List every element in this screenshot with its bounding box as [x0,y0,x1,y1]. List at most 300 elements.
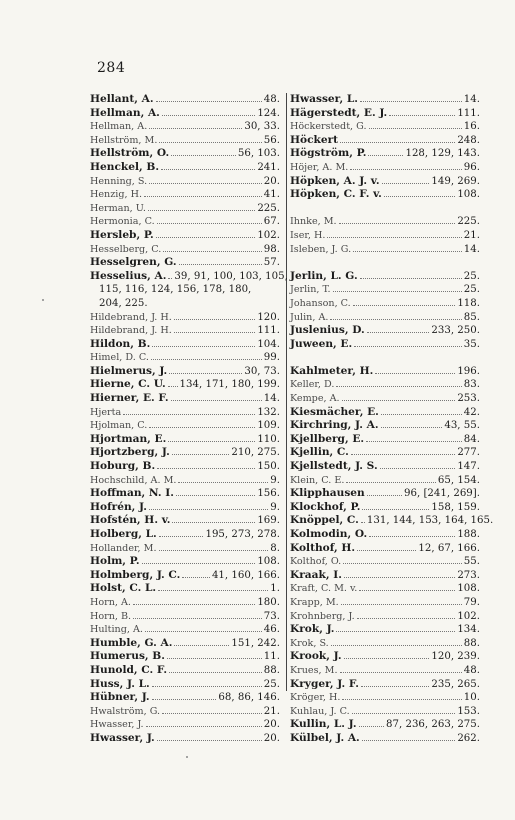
dot-leader [382,182,430,184]
entry-name: Hellström, M. [90,134,158,146]
entry-pages: 56. [263,134,280,146]
entry-pages: 104. [257,338,280,350]
entry-pages: 115, 116, 124, 156, 178, 180, [99,284,252,296]
entry-name: Krohnberg, J. [290,610,355,622]
index-entry [290,338,480,352]
entry-pages: 96, [241, 269]. [404,488,480,500]
index-entry [290,705,480,719]
entry-name: Henning, S. [90,175,148,187]
entry-name: Kahlmeter, H. [290,364,374,377]
dot-leader [149,182,262,184]
entry-pages: 55. [463,556,480,568]
entry-name: Ihnke, M. [290,216,337,228]
dot-leader [343,562,462,564]
entry-name: Höpken, C. F. v. [290,188,382,201]
index-spacer [290,351,480,365]
dot-leader [341,603,462,605]
dot-leader [333,290,462,292]
dot-leader [159,535,204,537]
dot-leader [152,685,262,687]
index-entry [290,718,480,732]
index-spacer [290,256,480,270]
index-entry [90,351,280,365]
entry-name: Hellant, A. [90,93,154,105]
index-entry [90,474,280,488]
entry-name: Juween, E. [290,337,353,350]
dot-leader [336,630,455,632]
entry-name: Hwalström, G. [90,705,161,717]
entry-pages: 16. [463,121,480,133]
entry-pages: 262. [457,732,480,744]
entry-name: Kempe, A. [290,393,340,405]
dot-leader [142,562,256,564]
dot-leader [384,195,455,197]
index-entry [290,433,480,447]
dot-leader [367,331,430,333]
entry-pages: 14. [463,243,480,255]
entry-name: Hildon, B. [90,337,151,350]
index-entry [90,596,280,610]
entry-name: Klein, C. E. [290,474,345,486]
dot-leader [380,467,456,469]
entry-pages: 128, 129, 143. [405,148,480,160]
dot-leader [157,739,262,741]
dot-leader [342,399,456,401]
entry-pages: 96. [463,161,480,173]
entry-name: Klockhof, P. [290,500,361,513]
entry-pages: 124. [257,107,280,119]
entry-pages: 156. [257,488,280,500]
dot-leader [362,508,429,510]
entry-pages: 153. [457,705,480,717]
index-entry [290,501,480,515]
dot-leader [149,508,268,510]
entry-pages: 248. [457,134,480,146]
dot-leader [156,236,256,238]
index-entry [90,269,288,284]
index-entry [290,650,480,664]
dot-leader [344,576,455,578]
index-entry [90,732,280,746]
entry-name: Hierner, E. F. [90,392,169,405]
entry-pages: 98. [263,243,280,255]
entry-name: Kjellstedt, J. S. [290,460,378,473]
entry-pages: 225. [257,202,280,214]
entry-name: Isleben, J. G. [290,243,352,255]
entry-pages: 87, 236, 263, 275. [386,719,480,731]
entry-pages: 65, 154. [437,474,480,486]
dot-leader [350,168,461,170]
dot-leader [172,521,255,523]
dot-leader [168,277,172,279]
dot-leader [360,277,462,279]
dot-leader [331,644,462,646]
dot-leader [176,494,255,496]
entry-name: Humble, G. A. [90,636,173,649]
entry-pages: 20. [263,719,280,731]
entry-pages: 241. [257,161,280,173]
entry-name: Hollander, M. [90,542,157,554]
entry-name: Hofstén, H. v. [90,514,171,527]
index-entry [90,637,280,651]
entry-name: Kuhlau, J. C. [290,705,350,717]
index-entry [290,93,480,107]
dot-leader [359,589,455,591]
entry-name: Hildebrand, J. H. [90,311,172,323]
entry-pages: 85. [463,311,480,323]
index-entry [90,297,280,311]
dot-leader [361,521,365,523]
index-entry [290,446,480,460]
index-entry [290,460,480,474]
index-entry [90,202,280,216]
entry-pages: 20. [263,732,280,744]
entry-pages: 108. [457,583,480,595]
index-entry [290,324,480,338]
index-entry [90,514,280,528]
entry-name: Kullin, L. J. [290,718,357,731]
dot-leader [144,195,262,197]
dot-leader [151,358,262,360]
entry-pages: 46. [263,624,280,636]
entry-pages: 233, 250. [431,325,480,337]
entry-name: Hwasser, J. [90,719,144,731]
entry-name: Krok, J. [290,623,335,636]
dot-leader [352,712,456,714]
dot-leader [158,589,268,591]
entry-pages: 102. [457,610,480,622]
entry-name: Horn, B. [90,610,132,622]
entry-name: Julin, A. [290,311,329,323]
entry-name: Hesselius, A. [90,269,167,282]
entry-pages: 20. [263,175,280,187]
entry-pages: 273. [457,569,480,581]
entry-name: Krues, M. [290,664,338,676]
entry-name: Horn, A. [90,596,131,608]
entry-pages: 118. [457,297,480,309]
entry-name: Hielmerus, J. [90,364,168,377]
entry-pages: 108. [257,556,280,568]
dot-leader [353,250,462,252]
entry-pages: 43, 55. [444,420,480,432]
index-entry [290,229,480,243]
index-entry [90,501,280,515]
index-entry [90,338,280,352]
index-column-left [90,93,288,746]
entry-pages: 56, 103. [237,148,280,160]
entry-pages: 8. [270,542,280,554]
index-entry [290,147,480,161]
entry-pages: 25. [463,270,480,282]
index-entry [90,311,280,325]
entry-name: Hermonia, C. [90,216,155,228]
entry-pages: 48. [263,94,280,105]
entry-pages: 88. [263,664,280,676]
index-entry [290,134,480,148]
index-entry [290,528,480,542]
entry-name: Knöppel, C. [290,514,359,527]
index-entry [290,215,480,229]
entry-pages: 109. [257,420,280,432]
index-entry [290,406,480,420]
entry-name: Hildebrand, J. H. [90,325,172,337]
entry-pages: 204, 225. [99,297,148,309]
entry-name: Hellman, A. [90,121,148,133]
dot-leader [344,657,430,659]
index-entry [290,732,480,746]
entry-name: Himel, D. C. [90,352,149,364]
index-entry [290,120,480,134]
index-entry [90,215,280,229]
entry-pages: 21. [263,705,280,717]
index-entry [90,419,280,433]
entry-name: Krapp, M. [290,596,339,608]
entry-pages: 21. [463,229,480,241]
entry-pages: 99. [263,352,280,364]
entry-pages: 48. [463,664,480,676]
entry-pages: 12, 67, 166. [418,542,480,554]
index-entry [90,460,280,474]
index-entry [290,569,480,583]
entry-name: Kiesmächer, E. [290,405,379,418]
index-entry [90,487,280,501]
entry-pages: 57. [263,257,280,269]
dot-leader [149,426,255,428]
entry-name: Hjolman, C. [90,420,148,432]
entry-pages: 39, 91, 100, 103, 105, [174,270,288,282]
dot-leader [354,345,462,347]
entry-pages: 9. [270,501,280,513]
dot-leader [168,385,178,387]
dot-leader [171,154,236,156]
entry-name: Hersleb, P. [90,228,154,241]
dot-leader [368,154,403,156]
entry-name: Kjellberg, E. [290,432,365,445]
dot-leader [133,603,255,605]
entry-pages: 169. [257,515,280,527]
entry-name: Kryger, J. F. [290,677,359,690]
entry-pages: 134, 171, 180, 199. [179,379,280,391]
entry-pages: 102. [257,229,280,241]
index-entry [90,433,280,447]
entry-name: Henzig, H. [90,189,143,201]
index-entry [90,446,280,460]
index-entry [290,637,480,651]
entry-name: Hunold, C. F. [90,663,168,676]
index-entry [90,256,280,270]
entry-name: Iser, H. [290,229,326,241]
entry-name: Herman, U. [90,202,146,214]
entry-name: Klipphausen [290,487,365,500]
entry-pages: 25. [263,678,280,690]
entry-name: Hoburg, B. [90,460,156,473]
index-entry [290,514,494,528]
entry-pages: 14. [263,393,280,405]
index-entry [90,542,280,556]
entry-pages: 73. [263,610,280,622]
dot-leader [152,698,217,700]
dot-leader [168,440,255,442]
entry-pages: 41, 160, 166. [211,569,280,581]
entry-name: Jerlin, T. [290,284,331,296]
entry-pages: 195, 273, 278. [205,529,280,540]
entry-name: Holmberg, J. C. [90,568,181,581]
index-entry [290,161,480,175]
entry-pages: 10. [463,692,480,704]
index-entry [90,582,280,596]
entry-name: Hesselgren, G. [90,256,177,269]
dot-leader [159,549,269,551]
entry-pages: 111. [257,325,280,337]
dot-leader [152,345,255,347]
index-entry [290,582,480,596]
entry-pages: 131, 144, 153, 164, 165. [366,515,494,527]
entry-name: Höpken, A. J. v. [290,174,380,187]
entry-pages: 25. [463,284,480,296]
dot-leader [340,671,462,673]
index-entry [90,528,280,542]
entry-pages: 14. [463,94,480,105]
dot-leader [159,141,261,143]
dot-leader [162,712,262,714]
dot-leader [149,127,242,129]
entry-pages: 83. [463,379,480,391]
index-entry [290,311,480,325]
entry-pages: 225. [457,216,480,228]
entry-name: Humerus, B. [90,650,165,663]
index-entry [90,705,280,719]
entry-name: Högström, P. [290,147,367,160]
index-entry [290,270,480,284]
entry-name: Holst, C. L. [90,582,157,595]
entry-pages: 67. [263,216,280,228]
entry-pages: 151, 242. [231,637,280,649]
dot-leader [353,304,456,306]
index-entry [90,161,280,175]
dot-leader [362,739,456,741]
entry-name: Krook, J. [290,650,342,663]
entry-pages: 9. [270,474,280,486]
entry-name: Henckel, B. [90,160,160,173]
index-entry [290,542,480,556]
dot-leader [162,114,255,116]
dot-leader [169,671,262,673]
entry-name: Höckerstedt, G. [290,121,367,133]
index-entry [290,283,480,297]
dot-leader [389,114,455,116]
entry-name: Hägerstedt, E. J. [290,106,388,119]
dot-leader [369,127,462,129]
dot-leader [381,413,462,415]
entry-name: Jerlin, L. G. [290,269,358,282]
entry-pages: 68, 86, 146. [218,692,280,704]
index-entry [290,691,480,705]
entry-name: Hwasser, J. [90,731,155,744]
entry-name: Höckert [290,133,339,146]
page-number: 284 [97,60,126,76]
entry-name: Külbel, J. A. [290,731,360,744]
index-column-right [287,93,494,746]
entry-name: Höjer, A. M. [290,161,349,173]
dot-leader [145,630,262,632]
index-entry [90,107,280,121]
index-entry [90,324,280,338]
index-entry [90,664,280,678]
dot-leader [359,725,385,727]
dot-leader [171,399,262,401]
entry-pages: 196. [457,365,480,377]
index-entry [290,487,480,501]
dot-leader [330,318,461,320]
entry-pages: 158, 159. [431,501,480,513]
entry-name: Kolthof, O. [290,556,342,568]
dot-leader [157,467,255,469]
entry-pages: 147. [457,461,480,473]
entry-pages: 188. [457,529,480,540]
dot-leader [167,657,262,659]
entry-name: Krok, S. [290,637,329,649]
index-entry [90,147,280,161]
index-spacer [290,202,480,216]
index-entry [90,678,280,692]
entry-name: Kraak, I. [290,568,342,581]
dot-leader [340,141,455,143]
entry-pages: 180. [257,596,280,608]
index-entry [90,406,280,420]
index-entry [90,243,280,257]
dot-leader [182,576,210,578]
index-entry [290,107,480,121]
index-entry [290,555,480,569]
dot-leader [351,453,455,455]
entry-name: Kolmodin, O. [290,528,368,540]
entry-name: Hoffman, N. I. [90,487,174,500]
dot-leader [366,440,462,442]
dot-leader [342,698,461,700]
entry-name: Hjortzberg, J. [90,446,170,459]
dot-leader [178,481,268,483]
paper-speck [42,299,44,301]
dot-leader [375,372,455,374]
index-entry [90,569,280,583]
dot-leader [169,372,242,374]
entry-pages: 150. [257,461,280,473]
entry-pages: 79. [463,596,480,608]
index-entry [90,378,280,392]
dot-leader [360,100,462,102]
dot-leader [157,222,262,224]
entry-pages: 1. [270,583,280,595]
dot-leader [357,549,416,551]
index-entry [290,243,480,257]
index-entry [90,188,280,202]
dot-leader [161,168,255,170]
entry-pages: 108. [457,189,480,201]
dot-leader [174,331,256,333]
entry-pages: 35. [463,338,480,350]
dot-leader [336,385,461,387]
entry-pages: 84. [463,433,480,445]
index-entry [90,175,280,189]
entry-pages: 210, 275. [231,447,280,459]
entry-pages: 120. [257,311,280,323]
entry-pages: 42. [463,406,480,418]
entry-name: Hübner, J. [90,691,150,704]
entry-name: Hjerta [90,406,122,418]
entry-name: Hwasser, L. [290,93,358,105]
entry-pages: 111. [457,107,480,119]
entry-name: Hesselberg, C. [90,243,162,255]
